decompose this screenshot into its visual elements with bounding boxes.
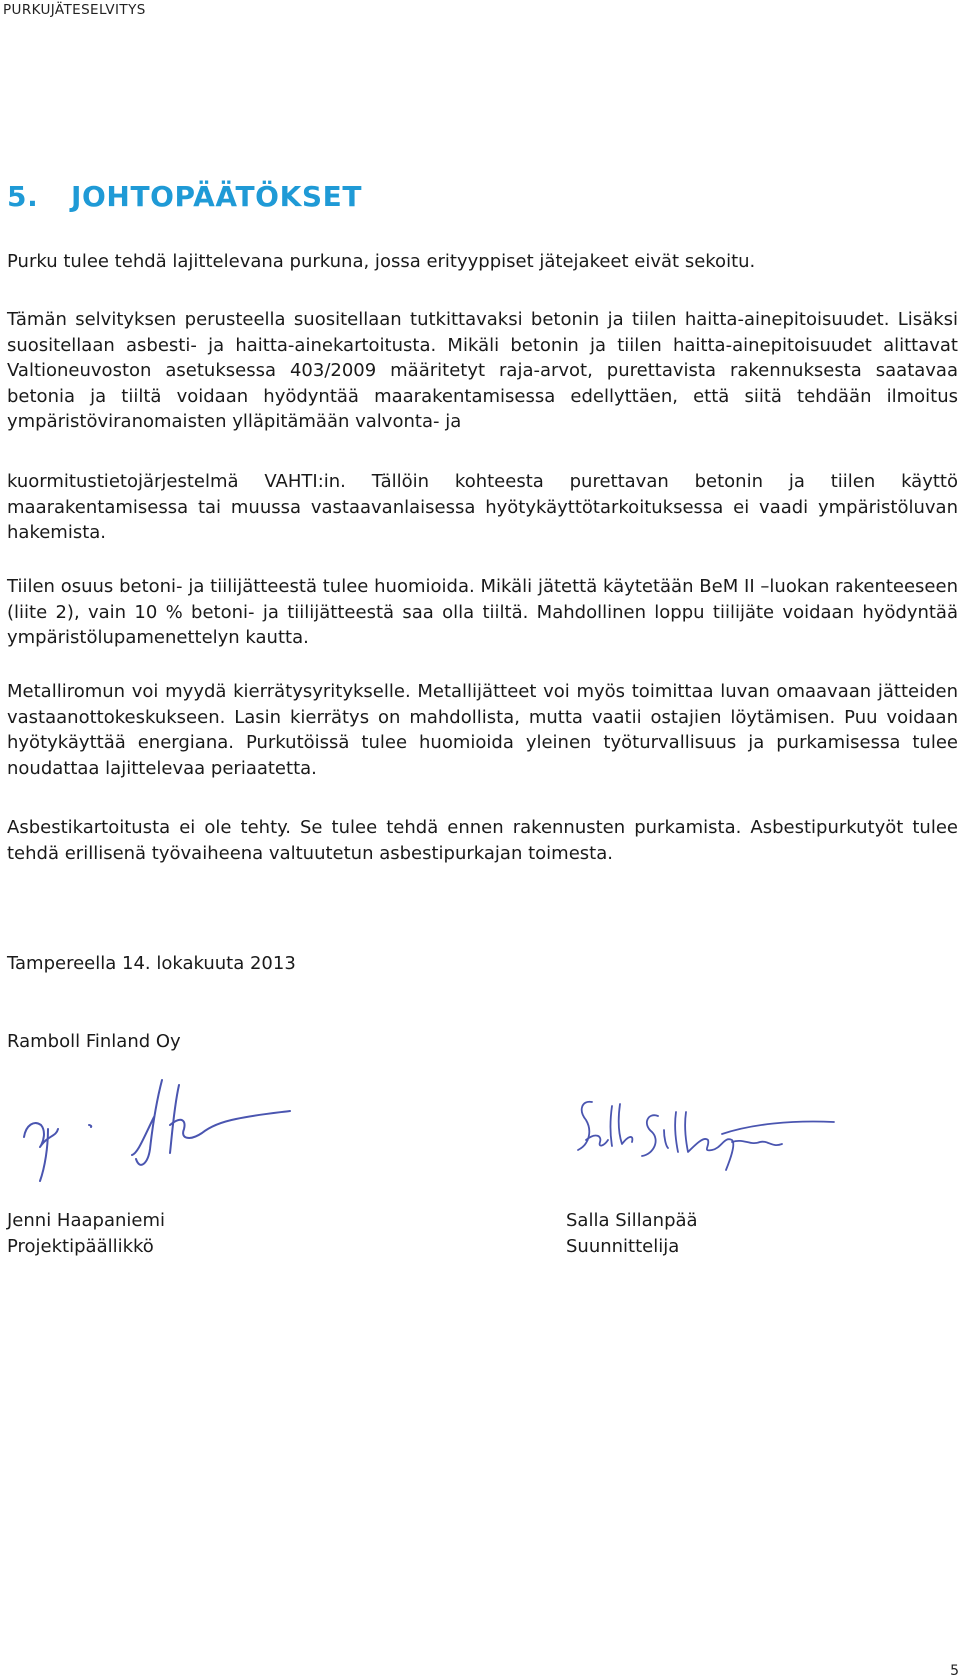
running-header: PURKUJÄTESELVITYS [3, 2, 146, 18]
paragraph-vahti: kuormitustietojärjestelmä VAHTI:in. Tällöin kohteesta purettavan betonin ja tiilen käyttö maarakentamisessa tai muussa vastaavanlaisessa hyötykäyttötarkoituksessa ei vaadi ympäristöluvan hakemista. [7, 471, 958, 543]
signature-image-jenni [14, 1075, 294, 1190]
signatory-block-1 [7, 1208, 165, 1260]
page-number: 5 [950, 1663, 959, 1679]
company-name: Ramboll Finland Oy [7, 1031, 181, 1052]
signatory-name: Salla Sillanpää [566, 1210, 698, 1231]
place-date: Tampereella 14. lokakuuta 2013 [7, 953, 296, 974]
paragraph-investigation: Tämän selvityksen perusteella suositellaan tutkittavaksi betonin ja tiilen haitta-ainepitoisuudet. Lisäksi suositellaan asbesti- ja haitta-ainekartoitusta. Mikäli betonin ja tiilen haitta-ainepitoisuudet alittavat Valtioneuvoston asetuksessa 403/2009 määritetyt raja-arvot, purettavista rakennuksesta saatavaa betonia ja tiiltä voidaan hyödyntää maarakentamisessa edellyttäen, että siitä tehdään ilmoitus ympäristöviranomaisten ylläpitämään valvonta- ja [7, 309, 958, 432]
signatory-title: Projektipäällikkö [7, 1236, 154, 1257]
section-number: 5. [7, 180, 39, 213]
paragraph-intro: Purku tulee tehdä lajittelevana purkuna, jossa erityyppiset jätejakeet eivät sekoitu. [7, 251, 756, 272]
signature-image-salla [572, 1090, 842, 1180]
paragraph-metal-glass-wood: Metalliromun voi myydä kierrätysyritykselle. Metallijätteet voi myös toimittaa luvan omaavaan jätteiden vastaanottokeskukseen. Lasin kierrätys on mahdollista, mutta vaatii ostajien löytämisen. Puu voidaan hyötykäyttää energiana. Purkutöissä tulee huomioida yleinen työturvallisuus ja purkamisessa tulee noudattaa lajittelevaa periaatetta. [7, 681, 958, 779]
section-heading [7, 180, 362, 213]
section-title: JOHTOPÄÄTÖKSET [71, 180, 363, 213]
paragraph-brick: Tiilen osuus betoni- ja tiilijätteestä tulee huomioida. Mikäli jätettä käytetään BeM II –luokan rakenteeseen (liite 2), vain 10 % betoni- ja tiilijätteestä saa olla tiiltä. Mahdollinen loppu tiilijäte voidaan hyödyntää ympäristölupamenettelyn kautta. [7, 576, 958, 648]
signatory-title: Suunnittelija [566, 1236, 680, 1257]
signatory-name: Jenni Haapaniemi [7, 1210, 165, 1231]
paragraph-asbestos: Asbestikartoitusta ei ole tehty. Se tulee tehdä ennen rakennusten purkamista. Asbestipurkutyöt tulee tehdä erillisenä työvaiheena valtuutetun asbestipurkajan toimesta. [7, 817, 958, 864]
signatory-block-2 [566, 1208, 698, 1260]
